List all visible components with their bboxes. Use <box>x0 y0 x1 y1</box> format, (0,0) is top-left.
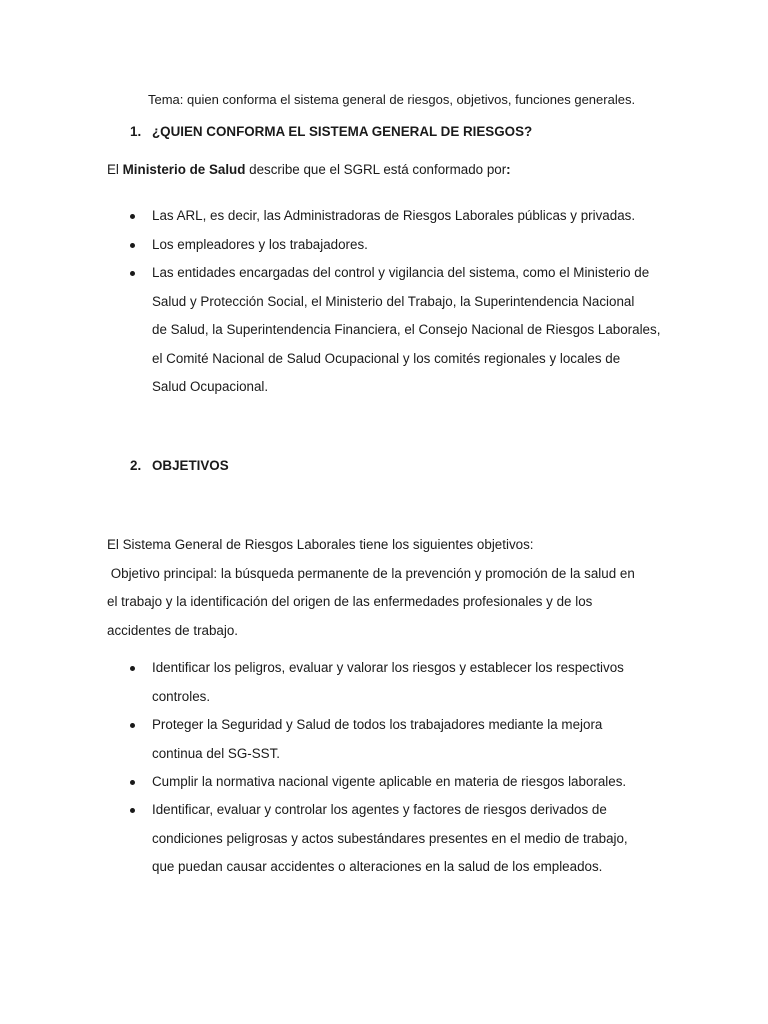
list-item-line: continua del SG-SST. <box>152 746 281 761</box>
list-item-line: el Comité Nacional de Salud Ocupacional y los comités regionales y locales de <box>152 351 621 366</box>
objetivo-principal-line: Objetivo principal: la búsqueda permanente de la prevención y promoción de la salud en <box>107 566 635 581</box>
bullet-icon <box>130 808 135 813</box>
objetivos-intro: El Sistema General de Riesgos Laborales tiene los siguientes objetivos: <box>107 537 534 552</box>
section-2-number: 2. <box>130 458 142 473</box>
section-2-title: OBJETIVOS <box>152 458 229 473</box>
list-item-line: de Salud, la Superintendencia Financiera, el Consejo Nacional de Riesgos Laborales, <box>152 322 661 337</box>
objetivo-principal-line: el trabajo y la identificación del origen de las enfermedades profesionales y de los <box>107 594 593 609</box>
section-1-number: 1. <box>130 124 142 139</box>
list-item-line: que puedan causar accidentes o alteraciones en la salud de los empleados. <box>152 859 603 874</box>
list-item-line: condiciones peligrosas y actos subestándares presentes en el medio de trabajo, <box>152 831 628 846</box>
intro-prefix: El <box>107 162 123 177</box>
intro-middle: describe que el SGRL está conformado por <box>245 162 507 177</box>
list-item-line: Proteger la Seguridad y Salud de todos los trabajadores mediante la mejora <box>152 717 603 732</box>
bullet-icon <box>130 780 135 785</box>
list-item-line: Salud y Protección Social, el Ministerio del Trabajo, la Superintendencia Nacional <box>152 294 635 309</box>
intro-paragraph <box>107 162 511 178</box>
list-item: Las ARL, es decir, las Administradoras de Riesgos Laborales públicas y privadas. <box>152 208 636 223</box>
list-item: Cumplir la normativa nacional vigente aplicable en materia de riesgos laborales. <box>152 774 627 789</box>
list-item: Los empleadores y los trabajadores. <box>152 237 368 252</box>
intro-bold-colon: : <box>506 162 511 177</box>
bullet-icon <box>130 723 135 728</box>
intro-bold-ministerio: Ministerio de Salud <box>122 162 246 177</box>
section-1-title: ¿QUIEN CONFORMA EL SISTEMA GENERAL DE RIESGOS? <box>152 124 533 139</box>
bullet-icon <box>130 214 135 219</box>
list-item-line: Identificar, evaluar y controlar los agentes y factores de riesgos derivados de <box>152 802 607 817</box>
bullet-icon <box>130 666 135 671</box>
topic-line: Tema: quien conforma el sistema general de riesgos, objetivos, funciones generales. <box>148 92 636 107</box>
bullet-icon <box>130 271 135 276</box>
objetivo-principal-line: accidentes de trabajo. <box>107 623 239 638</box>
list-item-line: Identificar los peligros, evaluar y valorar los riesgos y establecer los respectivos <box>152 660 624 675</box>
list-item-line: Las entidades encargadas del control y vigilancia del sistema, como el Ministerio de <box>152 265 650 280</box>
list-item-line: Salud Ocupacional. <box>152 379 269 394</box>
bullet-icon <box>130 243 135 248</box>
list-item-line: controles. <box>152 689 211 704</box>
